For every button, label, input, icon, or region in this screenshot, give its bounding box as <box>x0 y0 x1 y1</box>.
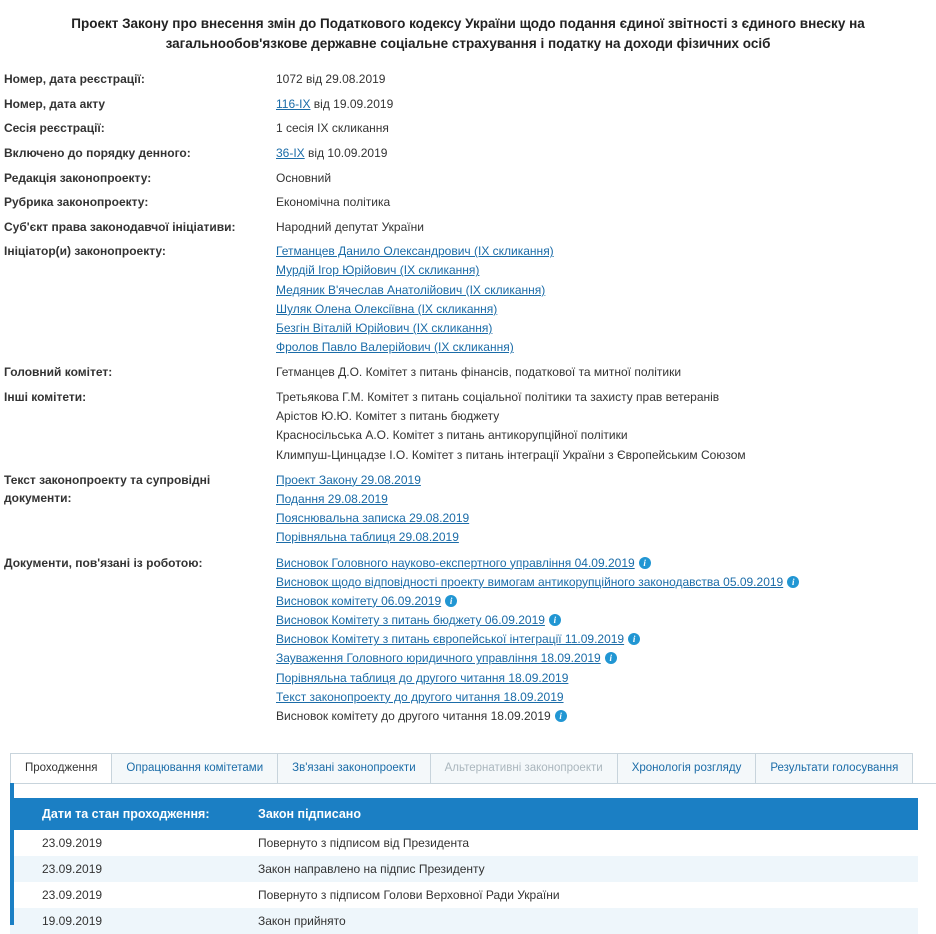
metadata-label: Текст законопроекту та супровідні документи: <box>4 472 211 506</box>
link-list-item <box>276 338 934 357</box>
stages-table <box>10 798 918 934</box>
metadata-text: Основний <box>276 170 332 185</box>
metadata-value <box>276 67 934 92</box>
document-link[interactable]: Висновок Комітету з питань європейської інтеграції 11.09.2019 <box>276 632 625 647</box>
stage-date: 23.09.2019 <box>42 836 103 851</box>
metadata-link[interactable]: 36-IX <box>276 145 305 160</box>
tab-5[interactable]: Хронологія розгляду <box>617 753 757 783</box>
tab-4: Альтернативні законопроекти <box>430 753 618 783</box>
metadata-text: 1072 від 29.08.2019 <box>276 72 386 87</box>
metadata-label: Редакція законопроекту: <box>4 170 152 185</box>
metadata-label: Номер, дата акту <box>4 96 106 111</box>
link-list-item <box>276 261 934 280</box>
stage-event: Повернуто з підписом від Президента <box>258 836 470 851</box>
metadata-text: Економічна політика <box>276 195 391 210</box>
link-list-item <box>276 509 934 528</box>
metadata-link[interactable]: Фролов Павло Валерійович (IX скликання) <box>276 340 514 355</box>
metadata-value <box>276 141 934 166</box>
metadata-label: Головний комітет: <box>4 365 113 380</box>
info-icon[interactable]: i <box>787 576 799 588</box>
document-link-list <box>276 554 934 727</box>
metadata-link[interactable]: 116-IX <box>276 96 311 111</box>
metadata-value <box>276 360 934 385</box>
metadata-row <box>4 190 934 215</box>
link-list-item <box>276 300 934 319</box>
metadata-row <box>4 468 934 551</box>
metadata-value <box>276 551 934 730</box>
link-list-item <box>276 490 934 509</box>
metadata-label: Ініціатор(и) законопроекту: <box>4 244 166 259</box>
document-link-item <box>276 630 934 649</box>
link-list <box>276 242 934 357</box>
stages-header-dates: Дати та стан проходження: <box>10 798 250 830</box>
metadata-text: Народний депутат України <box>276 219 424 234</box>
metadata-link[interactable]: Безгін Віталій Юрійович (IX скликання) <box>276 321 493 336</box>
table-row <box>10 856 918 882</box>
document-link-item <box>276 707 934 726</box>
document-link-item <box>276 573 934 592</box>
metadata-row <box>4 92 934 117</box>
tab-6[interactable]: Результати голосування <box>755 753 913 783</box>
stages-table-head <box>10 798 918 830</box>
info-icon[interactable]: i <box>628 633 640 645</box>
metadata-value <box>276 468 934 551</box>
metadata-link[interactable]: Шуляк Олена Олексіївна (IX скликання) <box>276 301 498 316</box>
text-list <box>276 388 934 465</box>
metadata-rows <box>4 67 934 729</box>
document-link[interactable]: Висновок Комітету з питань бюджету 06.09.2019 <box>276 613 545 628</box>
document-link-item <box>276 592 934 611</box>
bill-metadata-table <box>4 67 934 729</box>
link-list-item <box>276 471 934 490</box>
metadata-label: Суб'єкт права законодавчої ініціативи: <box>4 219 236 234</box>
document-link-item <box>276 611 934 630</box>
tab-1[interactable]: Проходження <box>10 753 112 783</box>
metadata-value <box>276 215 934 240</box>
stages-table-body <box>10 830 918 934</box>
metadata-label: Інші комітети: <box>4 390 87 404</box>
metadata-value <box>276 116 934 141</box>
metadata-link[interactable]: Подання 29.08.2019 <box>276 491 388 506</box>
tab-2[interactable]: Опрацювання комітетами <box>111 753 278 783</box>
page-title: Проект Закону про внесення змін до Податкового кодексу України щодо подання єдиної звітності з єдиного внеску на загальнообов'язкове державне соціальне страхування і податку на доходи фізичних осіб <box>71 16 865 51</box>
text-list-item: Климпуш-Цинцадзе І.О. Комітет з питань інтеграції України з Європейським Союзом <box>276 447 746 462</box>
document-link-item <box>276 688 934 707</box>
stages-header-row <box>10 798 918 830</box>
tabs-bar <box>10 753 936 784</box>
metadata-label: Включено до порядку денного: <box>4 145 191 160</box>
document-text: Висновок комітету до другого читання 18.09.2019 <box>276 709 551 723</box>
metadata-link[interactable]: Пояснювальна записка 29.08.2019 <box>276 511 470 526</box>
stage-date: 19.09.2019 <box>10 908 250 934</box>
metadata-value <box>276 92 934 117</box>
metadata-value <box>276 190 934 215</box>
metadata-link[interactable]: Гетманцев Данило Олександрович (IX скликання) <box>276 244 554 259</box>
metadata-label: Рубрика законопроекту: <box>4 195 149 210</box>
stage-date: 23.09.2019 <box>42 888 103 903</box>
table-row <box>10 908 918 934</box>
metadata-link[interactable]: Медяник В'ячеслав Анатолійович (IX скликання) <box>276 282 546 297</box>
document-link-item <box>276 669 934 688</box>
stages-section <box>10 798 922 934</box>
stage-event: Закон направлено на підпис Президенту <box>250 856 918 882</box>
metadata-row <box>4 360 934 385</box>
info-icon[interactable]: i <box>445 595 457 607</box>
metadata-link[interactable]: Мурдій Ігор Юрійович (IX скликання) <box>276 263 480 278</box>
stage-event: Повернуто з підписом Голови Верховної Ради України <box>258 888 560 903</box>
link-list-item <box>276 528 934 547</box>
table-row <box>10 882 918 908</box>
document-link-item <box>276 554 934 573</box>
stage-event: Закон прийнято <box>250 908 918 934</box>
metadata-row <box>4 385 934 468</box>
metadata-text: від 10.09.2019 <box>304 145 388 160</box>
link-list-item <box>276 319 934 338</box>
link-list-item <box>276 242 934 261</box>
link-list-item <box>276 281 934 300</box>
stage-date: 23.09.2019 <box>10 856 250 882</box>
document-link[interactable]: Висновок Головного науково-експертного управління 04.09.2019 <box>276 555 635 570</box>
document-link[interactable]: Висновок комітету 06.09.2019 <box>276 593 442 608</box>
metadata-link[interactable]: Порівняльна таблиця 29.08.2019 <box>276 530 459 545</box>
info-icon[interactable]: i <box>639 557 651 569</box>
metadata-text: від 19.09.2019 <box>310 96 394 111</box>
info-icon[interactable]: i <box>555 710 567 722</box>
metadata-link[interactable]: Проект Закону 29.08.2019 <box>276 472 421 487</box>
tabs-list <box>10 753 936 783</box>
document-link[interactable]: Зауваження Головного юридичного управління 18.09.2019 <box>276 651 601 666</box>
metadata-text: 1 сесія IX скликання <box>276 121 389 136</box>
metadata-label: Сесія реєстрації: <box>4 121 105 136</box>
metadata-label: Номер, дата реєстрації: <box>4 72 145 87</box>
document-link[interactable]: Порівняльна таблиця до другого читання 18.09.2019 <box>276 670 569 685</box>
info-icon[interactable]: i <box>549 614 561 626</box>
metadata-row <box>4 67 934 92</box>
text-list-item: Арістов Ю.Ю. Комітет з питань бюджету <box>276 409 500 424</box>
left-accent-bar <box>10 780 14 925</box>
metadata-value <box>276 166 934 191</box>
document-link[interactable]: Текст законопроекту до другого читання 18.09.2019 <box>276 689 564 704</box>
metadata-value <box>276 239 934 360</box>
metadata-label: Документи, пов'язані із роботою: <box>4 555 203 570</box>
metadata-row <box>4 551 934 730</box>
text-list-item: Третьякова Г.М. Комітет з питань соціальної політики та захисту прав ветеранів <box>276 390 720 404</box>
metadata-text: Гетманцев Д.О. Комітет з питань фінансів, податкової та митної політики <box>276 365 682 380</box>
table-row <box>10 830 918 856</box>
metadata-row <box>4 215 934 240</box>
text-list-item: Красносільська А.О. Комітет з питань антикорупційної політики <box>276 428 628 443</box>
metadata-row <box>4 116 934 141</box>
metadata-value <box>276 385 934 468</box>
metadata-row <box>4 141 934 166</box>
metadata-row <box>4 166 934 191</box>
stages-header-status: Закон підписано <box>250 798 918 830</box>
link-list <box>276 471 934 548</box>
tab-3[interactable]: Зв'язані законопроекти <box>277 753 431 783</box>
document-link[interactable]: Висновок щодо відповідності проекту вимогам антикорупційного законодавства 05.09.2019 <box>276 574 784 589</box>
document-link-item <box>276 649 934 668</box>
info-icon[interactable]: i <box>605 652 617 664</box>
metadata-row <box>4 239 934 360</box>
